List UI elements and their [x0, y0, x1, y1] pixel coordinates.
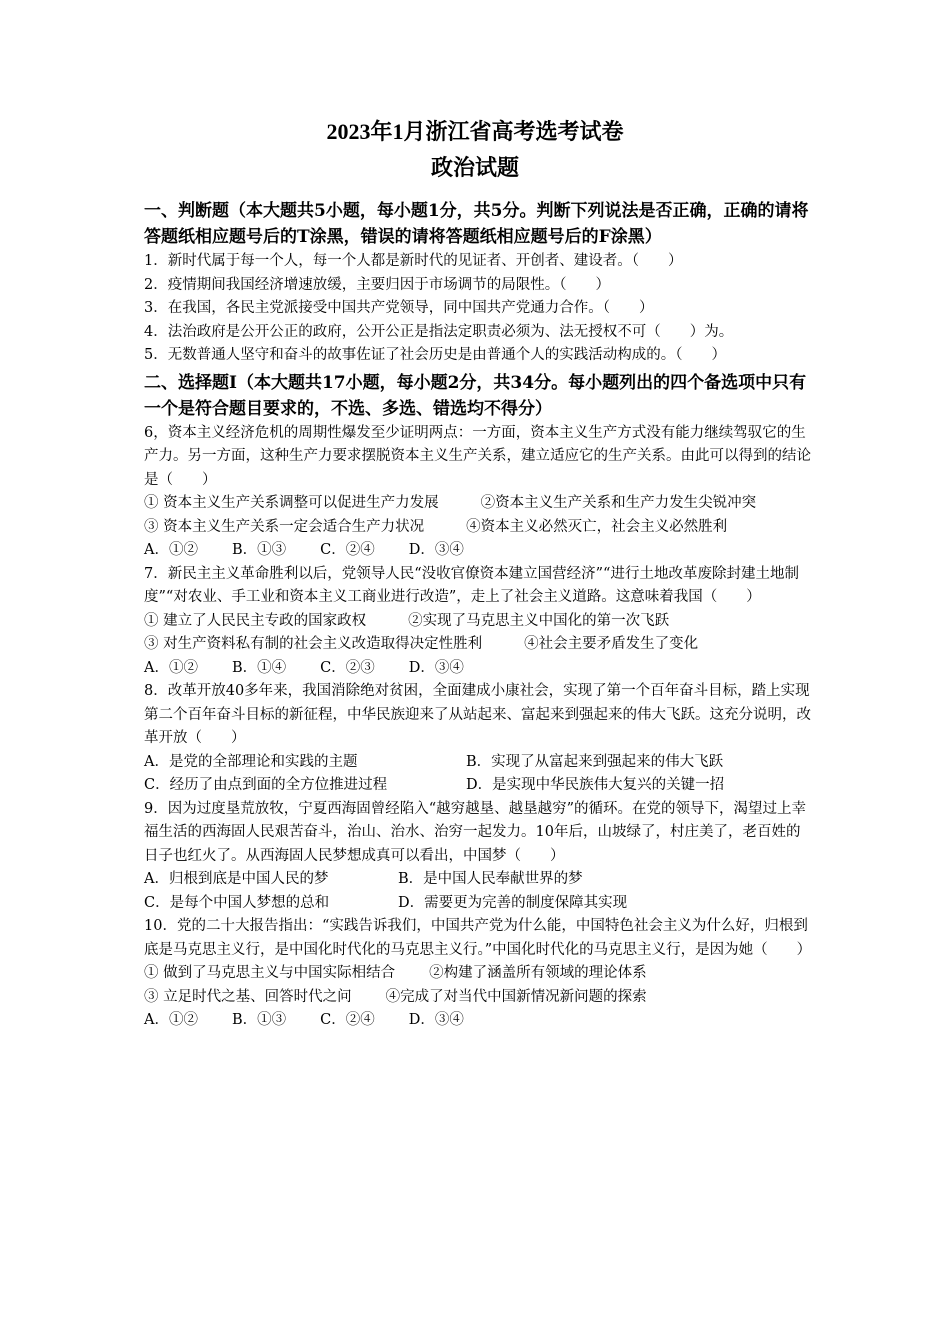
exam-content [144, 198, 814, 1033]
q8-options-ab [144, 751, 814, 775]
q10-option-d[interactable]: D．③④ [408, 1012, 464, 1028]
q8-option-c[interactable]: C．经历了由点到面的全方位推进过程 [144, 777, 388, 793]
q6-stem: 6，资本主义经济危机的周期性爆发至少证明两点：一方面，资本主义生产方式没有能力继续驾驭它的生产力。另一方面，这种生产力要求摆脱资本主义生产关系，建立适应它的生产关系。由此可以得到的结论是（ ） [144, 424, 811, 488]
q6-statement-1: ① 资本主义生产关系调整可以促进生产力发展 [144, 495, 439, 511]
q7-option-a[interactable]: A．①② [144, 659, 198, 676]
q9-options-ab [144, 868, 814, 892]
section2-heading: 二、选择题Ⅰ（本大题共17小题，每小题2分，共34分。每小题列出的四个备选项中只有一个是符合题目要求的，不选、多选、错选均不得分） [144, 372, 807, 419]
q7-option-b[interactable]: B．①④ [231, 659, 287, 676]
judgment-item-4: 4．法治政府是公开公正的政府，公开公正是指法定职责必须为、法无授权不可（ ）为。 [144, 323, 734, 340]
q8-option-d[interactable]: D．是实现中华民族伟大复兴的关键一招 [466, 777, 725, 793]
q7-statements-1-2 [144, 610, 814, 634]
q8-options-cd [144, 774, 814, 798]
q10-statements-3-4 [144, 986, 814, 1010]
q7-statement-2: ②实现了马克思主义中国化的第一次飞跃 [408, 612, 670, 629]
judgment-item-2: 2．疫情期间我国经济增速放缓，主要归因于市场调节的局限性。（ ） [144, 276, 610, 293]
q6-statement-2: ②资本主义生产关系和生产力发生尖锐冲突 [480, 495, 757, 511]
q9-stem: 9．因为过度垦荒放牧，宁夏西海固曾经陷入“越穷越垦、越垦越穷”的循环。在党的领导下，渴望过上幸福生活的西海固人民艰苦奋斗，治山、治水、治穷一起发力。10年后，山坡绿了，村庄美了，老百姓的日子也红火了。从西海固人民梦想成真可以看出，中国梦（ ） [144, 800, 807, 864]
q6-statement-4: ④资本主义必然灭亡，社会主义必然胜利 [466, 518, 728, 535]
q10-option-b[interactable]: B．①③ [231, 1012, 287, 1028]
q9-option-b[interactable]: B．是中国人民奉献世界的梦 [398, 871, 583, 887]
judgment-item-1: 1．新时代属于每一个人，每一个人都是新时代的见证者、开创者、建设者。（ ） [144, 253, 683, 269]
q6-option-c[interactable]: C．②④ [320, 542, 375, 558]
q7-option-c[interactable]: C．②③ [320, 659, 375, 676]
judgment-item-3: 3．在我国，各民主党派接受中国共产党领导，同中国共产党通力合作。（ ） [144, 300, 654, 316]
q10-statement-2: ②构建了涵盖所有领域的理论体系 [429, 965, 647, 981]
q10-option-c[interactable]: C．②④ [320, 1012, 375, 1028]
q7-statement-4: ④社会主要矛盾发生了变化 [524, 636, 699, 652]
q10-statements-1-2 [144, 962, 814, 986]
q7-option-d[interactable]: D．③④ [408, 659, 464, 676]
q6-statements-1-2 [144, 492, 814, 516]
q8-option-b[interactable]: B．实现了从富起来到强起来的伟大飞跃 [466, 753, 724, 770]
q10-options [144, 1009, 814, 1033]
q7-statement-1: ① 建立了人民民主专政的国家政权 [144, 612, 367, 629]
q10-stem: 10．党的二十大报告指出：“实践告诉我们，中国共产党为什么能，中国特色社会主义为什么好，归根到底是马克思主义行，是中国化时代化的马克思主义行。”中国化时代化的马克思主义行，是因为她（ ） [144, 918, 812, 958]
q9-option-d[interactable]: D．需要更为完善的制度保障其实现 [398, 894, 628, 911]
q10-statement-3: ③ 立足时代之基、回答时代之问 [144, 988, 352, 1005]
q10-option-a[interactable]: A．①② [144, 1012, 198, 1028]
q9-options-cd [144, 892, 814, 916]
q10-statement-1: ① 做到了马克思主义与中国实际相结合 [144, 965, 396, 981]
q6-statements-3-4 [144, 516, 814, 540]
page-subtitle: 政治试题 [430, 155, 519, 180]
q7-options [144, 657, 814, 681]
q8-option-a[interactable]: A．是党的全部理论和实践的主题 [144, 753, 358, 770]
q6-options [144, 539, 814, 563]
q9-option-c[interactable]: C．是每个中国人梦想的总和 [144, 894, 330, 911]
q6-statement-3: ③ 资本主义生产关系一定会适合生产力状况 [144, 518, 425, 535]
q9-option-a[interactable]: A．归根到底是中国人民的梦 [144, 871, 329, 887]
q7-stem: 7．新民主主义革命胜利以后，党领导人民“没收官僚资本建立国营经济”“进行土地改革废除封建土地制度”“对农业、手工业和资本主义工商业进行改造”，走上了社会主义道路。这意味着我国（ ） [144, 565, 799, 605]
q10-statement-4: ④完成了对当代中国新情况新问题的探索 [385, 988, 647, 1005]
q7-statement-3: ③ 对生产资料私有制的社会主义改造取得决定性胜利 [144, 636, 483, 652]
q8-stem: 8．改革开放40多年来，我国消除绝对贫困，全面建成小康社会，实现了第一个百年奋斗目标，踏上实现第二个百年奋斗目标的新征程，中华民族迎来了从站起来、富起来到强起来的伟大飞跃。这充分说明，改革开放（ ） [144, 683, 811, 746]
q7-statements-3-4 [144, 633, 814, 657]
section1-heading: 一、判断题（本大题共5小题，每小题1分，共5分。判断下列说法是否正确，正确的请将答题纸相应题号后的T涂黑，错误的请将答题纸相应题号后的F涂黑） [144, 201, 809, 247]
page-title: 2023年1月浙江省高考选考试卷 [326, 119, 624, 144]
judgment-item-5: 5．无数普通人坚守和奋斗的故事佐证了社会历史是由普通个人的实践活动构成的。（ ） [144, 347, 726, 363]
q6-option-b[interactable]: B．①③ [231, 542, 287, 558]
q6-option-d[interactable]: D．③④ [408, 542, 464, 558]
q6-option-a[interactable]: A．①② [144, 542, 198, 558]
